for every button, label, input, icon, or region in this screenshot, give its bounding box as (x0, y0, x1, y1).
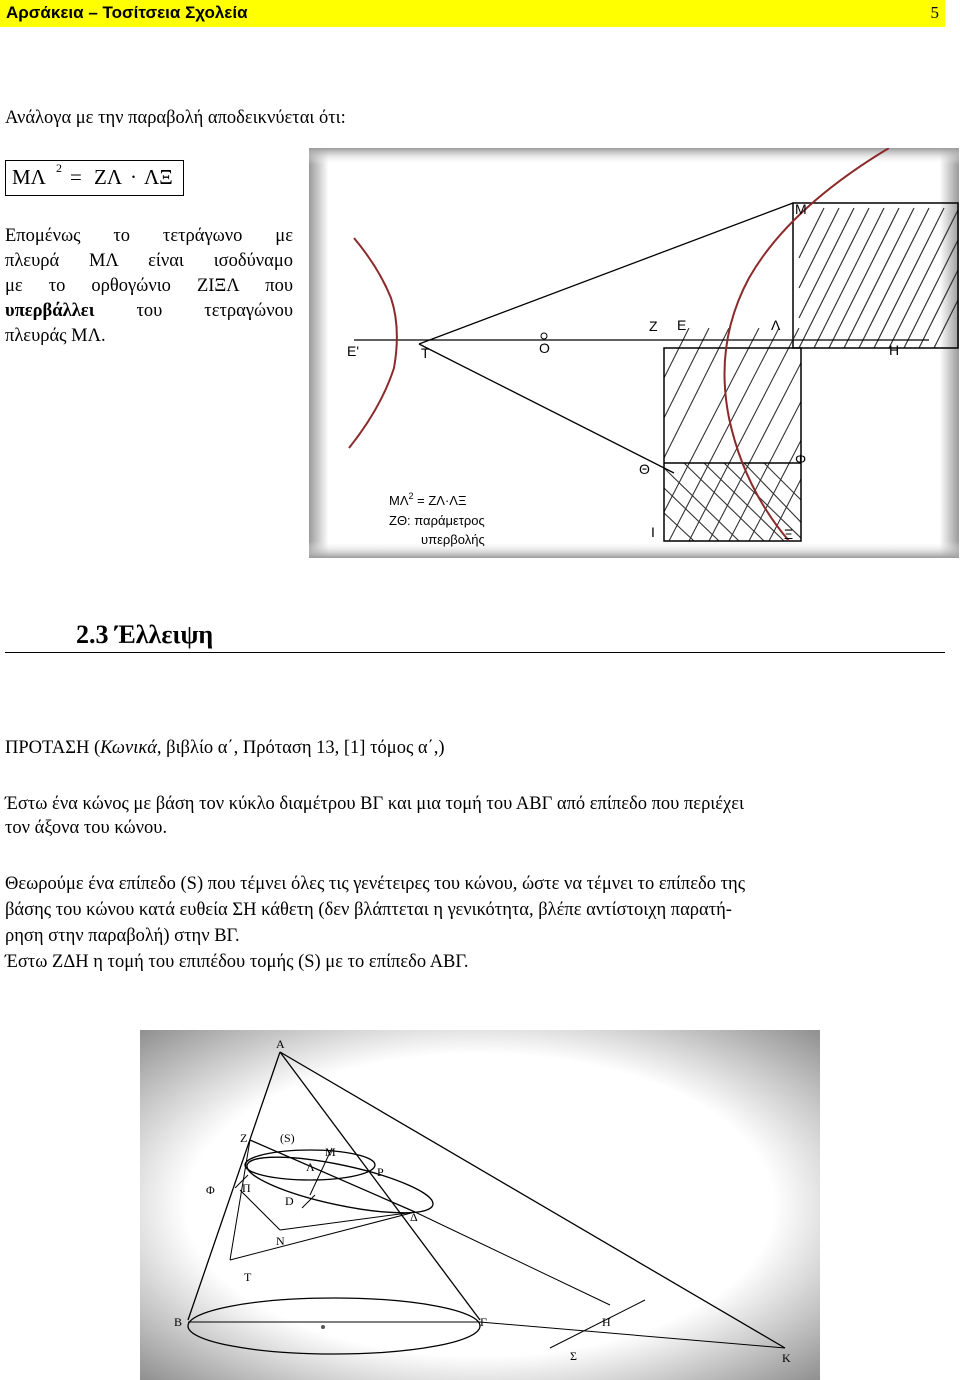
label-A: Α (276, 1037, 285, 1051)
cone-figure (140, 1030, 820, 1380)
label-Xi: Ξ (784, 526, 794, 542)
intro-text: Ανάλογα με την παραβολή αποδεικνύεται ότι: (5, 108, 346, 128)
para2-line-1: Θεωρούμε ένα επίπεδο (S) που τέμνει όλες τις γενέτειρες του κώνου, ώστε να τέμνει το επίπεδο της (5, 874, 746, 894)
label-Ep: Ε' (347, 343, 360, 359)
section-rule (5, 652, 945, 653)
para2-line-4: Έστω ΖΔΗ η τομή του επιπέδου τομής (S) με το επίπεδο ΑΒΓ. (5, 952, 469, 972)
formula-dot: · (130, 165, 137, 189)
label-Sigma: Σ (570, 1349, 577, 1363)
label-O: Ο (539, 340, 550, 356)
formula-lhs: ΜΛ (12, 165, 46, 189)
legend-line-3: υπερβολής (421, 532, 485, 547)
label-I: Ι (651, 524, 655, 540)
label-T: Τ (244, 1270, 252, 1284)
leftcol-line-1: Επομένως το τετράγωνο με (5, 226, 293, 246)
leftcol-line-4-rest: του τετραγώνου (94, 301, 293, 321)
leftcol-line-3: με το ορθογώνιο ΖΙΞΛ που (5, 276, 293, 296)
legend-line-2: ΖΘ: παράμετρος (389, 513, 485, 528)
label-Pi: Π (242, 1181, 251, 1195)
label-S: (S) (280, 1131, 295, 1145)
para2-line-2: βάσης του κώνου κατά ευθεία ΣΗ κάθετη (δεν βλάπτεται η γενικότητα, βλέπε αντίστοιχη παρατή- (5, 900, 732, 920)
formula-rhs2: ΛΞ (144, 165, 173, 189)
label-Phi: Φ (795, 451, 807, 467)
label-N: Ν (276, 1234, 285, 1248)
leftcol-line-5: πλευράς ΜΛ. (5, 326, 106, 346)
label-F: Φ (206, 1183, 215, 1197)
leftcol-line-4 (5, 299, 293, 324)
formula-box (5, 160, 184, 196)
label-K: Κ (782, 1351, 791, 1365)
label-B: Β (174, 1315, 183, 1329)
legend-line-1: $M\Lambda^2 = Z\Lambda\cdot\Lambda\Xi$ (389, 491, 467, 508)
center-point-O (541, 333, 547, 339)
label-E: Ε (677, 317, 687, 333)
formula-exp: 2 (56, 161, 62, 175)
label-M: Μ (325, 1145, 336, 1159)
label-Z: Ζ (649, 318, 658, 334)
header-school: Αρσάκεια – Τοσίτσεια Σχολεία (6, 3, 248, 22)
label-L: Λ (771, 317, 781, 333)
label-G: Γ (480, 1315, 487, 1329)
formula-eq: = (70, 165, 82, 189)
para2-line-3: ρηση στην παραβολή) στην ΒΓ. (5, 926, 240, 946)
left-column-text (5, 224, 293, 349)
protasi-italic: Κωνικά (100, 738, 157, 758)
formula-rhs1: ΖΛ (94, 165, 123, 189)
label-P: Ρ (377, 1165, 384, 1179)
hyperbola-figure (309, 148, 959, 558)
base-center (321, 1325, 325, 1329)
para1-line-2: τον άξονα του κώνου. (5, 818, 168, 838)
protasi-text: ΠΡΟΤΑΣΗ (Κωνικά, βιβλίο α΄, Πρόταση 13, [1] τόμος α΄,) (5, 738, 445, 758)
label-L: Λ (306, 1160, 315, 1174)
page-header (0, 0, 945, 27)
para1-line-1: Έστω ένα κώνος με βάση τον κύκλο διαμέτρου ΒΓ και μια τομή του ΑΒΓ από επίπεδο που περιέχει (5, 794, 744, 814)
label-T: Τ (421, 345, 430, 361)
label-Theta: Θ (639, 461, 650, 477)
section-title: 2.3 Έλλειψη (76, 620, 214, 649)
leftcol-line-2: πλευρά ΜΛ είναι ισοδύναμο (5, 251, 293, 271)
label-D: D (285, 1194, 294, 1208)
label-Delta: Δ (410, 1210, 418, 1224)
page-number: 5 (930, 3, 939, 22)
label-M: Μ (795, 201, 807, 217)
label-H: Η (602, 1315, 611, 1329)
bold-term: υπερβάλλει (5, 301, 95, 321)
label-Z: Ζ (240, 1131, 248, 1145)
label-H: Η (889, 342, 900, 358)
